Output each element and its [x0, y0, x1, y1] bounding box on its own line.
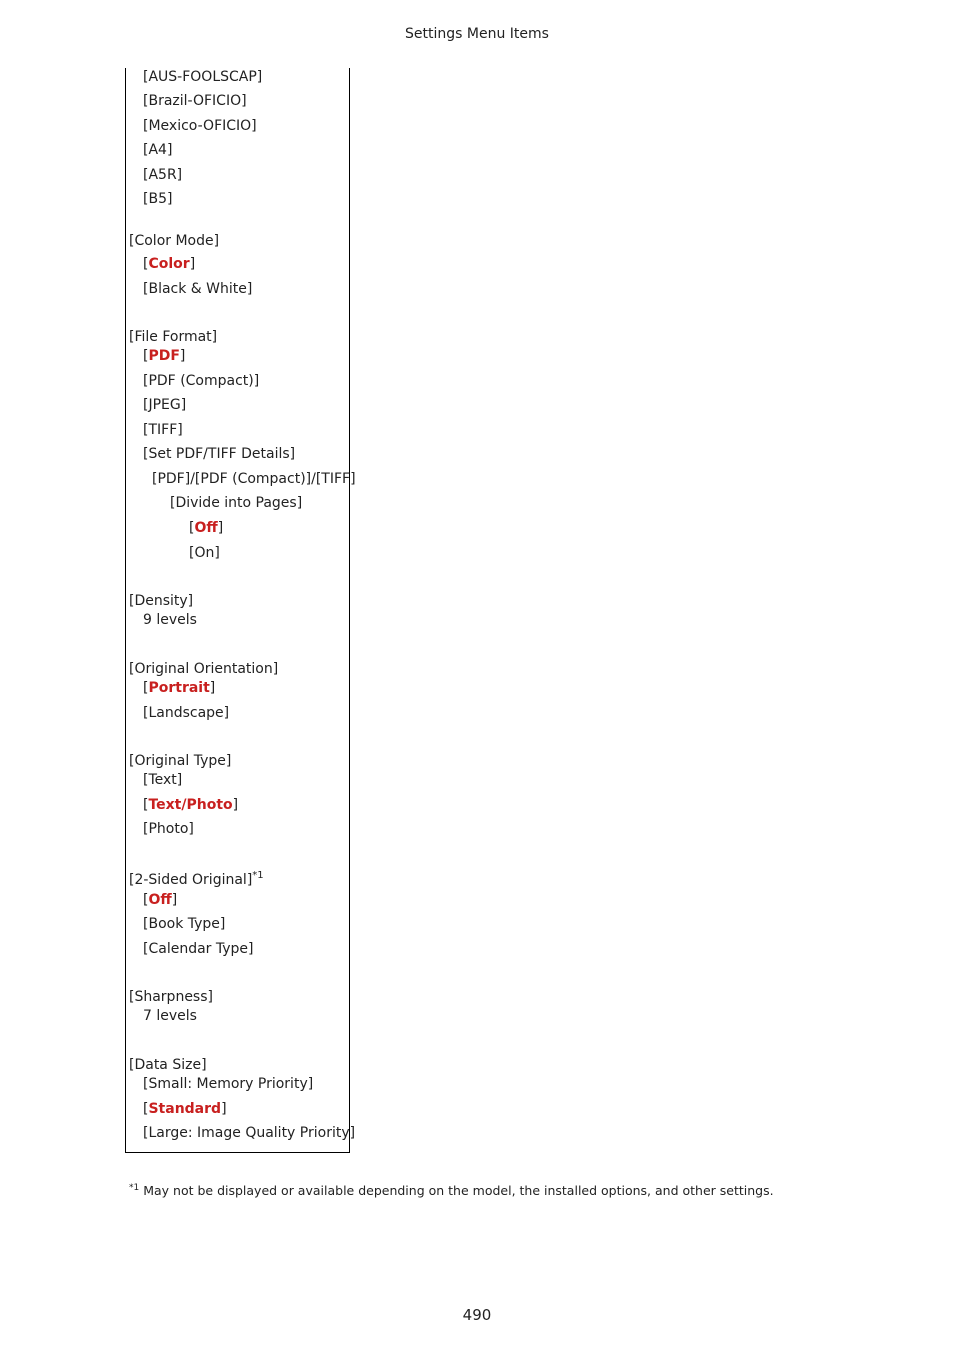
page-header: Settings Menu Items — [405, 26, 549, 42]
data-size-label: [Data Size] — [129, 1057, 207, 1073]
paper-size-item: [Mexico-OFICIO] — [143, 118, 257, 134]
sharpness-label: [Sharpness] — [129, 989, 213, 1005]
divide-pages-label: [Divide into Pages] — [170, 495, 303, 511]
page-number: 490 — [462, 1306, 492, 1324]
two-sided-default: [Off] — [143, 892, 178, 908]
default-value: Standard — [148, 1101, 222, 1117]
original-type-default: [Text/Photo] — [143, 797, 239, 813]
two-sided-option: [Calendar Type] — [143, 941, 254, 957]
paper-size-item: [B5] — [143, 191, 173, 207]
original-type-option: [Text] — [143, 772, 183, 788]
default-value: Text/Photo — [148, 797, 233, 813]
color-mode-default: [Color] — [143, 256, 196, 272]
file-format-label: [File Format] — [129, 329, 218, 345]
default-value: Portrait — [148, 680, 210, 696]
density-value: 9 levels — [143, 612, 197, 628]
paper-size-item: [A4] — [143, 142, 173, 158]
divide-pages-default: [Off] — [189, 520, 224, 536]
density-label: [Density] — [129, 593, 194, 609]
two-sided-label-text: [2-Sided Original] — [129, 872, 253, 888]
default-value: Color — [148, 256, 190, 272]
data-size-default: [Standard] — [143, 1101, 227, 1117]
two-sided-option: [Book Type] — [143, 916, 226, 932]
paper-size-item: [AUS-FOOLSCAP] — [143, 69, 263, 85]
paper-size-item: [A5R] — [143, 167, 183, 183]
orientation-default: [Portrait] — [143, 680, 216, 696]
default-value: Off — [194, 520, 218, 536]
sharpness-value: 7 levels — [143, 1008, 197, 1024]
footnote — [129, 1183, 774, 1198]
data-size-option: [Small: Memory Priority] — [143, 1076, 314, 1092]
footnote-mark: *1 — [252, 870, 264, 881]
file-format-default: [PDF] — [143, 348, 186, 364]
two-sided-label — [129, 871, 264, 889]
footnote-mark: *1 — [129, 1183, 140, 1193]
file-format-option: [TIFF] — [143, 422, 183, 438]
orientation-option: [Landscape] — [143, 705, 230, 721]
file-format-option: [PDF (Compact)] — [143, 373, 260, 389]
color-mode-option: [Black & White] — [143, 281, 253, 297]
file-format-option: [Set PDF/TIFF Details] — [143, 446, 296, 462]
orientation-label: [Original Orientation] — [129, 661, 279, 677]
divide-pages-option: [On] — [189, 545, 220, 561]
original-type-label: [Original Type] — [129, 753, 232, 769]
color-mode-label: [Color Mode] — [129, 233, 220, 249]
pdf-tiff-sub-label: [PDF]/[PDF (Compact)]/[TIFF] — [152, 471, 356, 487]
original-type-option: [Photo] — [143, 821, 194, 837]
default-value: Off — [148, 892, 172, 908]
file-format-option: [JPEG] — [143, 397, 187, 413]
data-size-option: [Large: Image Quality Priority] — [143, 1125, 356, 1141]
paper-size-item: [Brazil-OFICIO] — [143, 93, 247, 109]
default-value: PDF — [148, 348, 180, 364]
footnote-text: May not be displayed or available depending on the model, the installed options, and other settings. — [139, 1183, 774, 1198]
